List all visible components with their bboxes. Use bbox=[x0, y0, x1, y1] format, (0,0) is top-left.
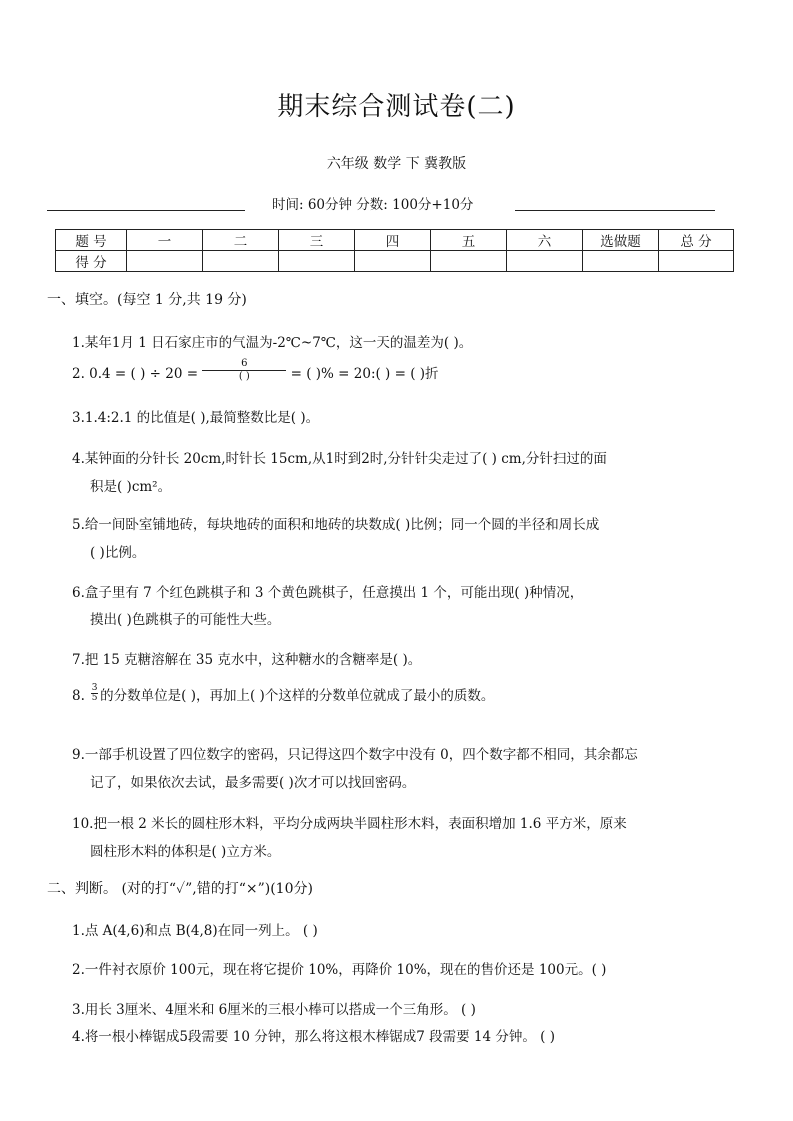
question-1-3: 3.1.4:2.1 的比值是( ),最简整数比是( )。 bbox=[72, 410, 320, 426]
question-1-6b: 摸出( )色跳棋子的可能性大些。 bbox=[90, 612, 281, 628]
question-1-2 bbox=[72, 358, 439, 387]
score-cell[interactable] bbox=[659, 251, 734, 272]
question-1-9b: 记了，如果依次去试，最多需要( )次才可以找回密码。 bbox=[90, 775, 416, 791]
header-cell: 五 bbox=[431, 230, 507, 251]
section2-heading: 二、判断。 (对的打“✓”,错的打“×”)(10分) bbox=[47, 881, 313, 897]
q2-suffix: = ( )% = 20:( ) = ( )折 bbox=[286, 366, 439, 382]
question-1-1: 1.某年1月 1 日石家庄市的气温为-2℃~7℃，这一天的温差为( )。 bbox=[72, 335, 473, 351]
class-blank-line bbox=[515, 210, 715, 211]
page-title: 期末综合测试卷(二) bbox=[277, 92, 516, 122]
question-2-3: 3.用长 3厘米、4厘米和 6厘米的三根小棒可以搭成一个三角形。 ( ) bbox=[72, 1002, 476, 1018]
question-1-8 bbox=[72, 684, 494, 706]
q8-numerator: 3 bbox=[91, 683, 98, 693]
question-1-7: 7.把 15 克糖溶解在 35 克水中，这种糖水的含糖率是( )。 bbox=[72, 652, 422, 668]
score-cell[interactable] bbox=[279, 251, 355, 272]
exam-info-line bbox=[47, 193, 715, 213]
score-cell[interactable] bbox=[507, 251, 583, 272]
header-cell: 选做题 bbox=[583, 230, 659, 251]
q2-prefix: 2. 0.4 = ( ) ÷ 20 = bbox=[72, 366, 203, 382]
score-cell[interactable] bbox=[203, 251, 279, 272]
score-table bbox=[55, 229, 734, 272]
score-cell[interactable] bbox=[355, 251, 431, 272]
page-subtitle: 六年级 数学 下 冀教版 bbox=[326, 156, 467, 172]
question-1-5b: ( )比例。 bbox=[90, 545, 146, 561]
question-1-4a: 4.某钟面的分针长 20cm,时针长 15cm,从1时到2时,分针针尖走过了( ) cm,分针扫过的面 bbox=[72, 451, 607, 467]
q8-suffix: 的分数单位是( )，再加上( )个这样的分数单位就成了最小的质数。 bbox=[100, 688, 495, 704]
row-label-cell: 得 分 bbox=[56, 251, 127, 272]
question-1-6a: 6.盒子里有 7 个红色跳棋子和 3 个黄色跳棋子，任意摸出 1 个，可能出现( )种情况， bbox=[72, 585, 584, 601]
header-cell: 二 bbox=[203, 230, 279, 251]
question-1-5a: 5.给一间卧室铺地砖，每块地砖的面积和地砖的块数成( )比例；同一个圆的半径和周长成 bbox=[72, 517, 600, 533]
exam-info: 时间: 60分钟 分数: 100分+10分 bbox=[272, 197, 474, 213]
header-cell: 总 分 bbox=[659, 230, 734, 251]
question-2-1: 1.点 A(4,6)和点 B(4,8)在同一列上。 ( ) bbox=[72, 923, 318, 939]
header-cell: 三 bbox=[279, 230, 355, 251]
question-1-10b: 圆柱形木料的体积是( )立方米。 bbox=[90, 844, 281, 860]
name-blank-line bbox=[47, 210, 245, 211]
header-cell: 四 bbox=[355, 230, 431, 251]
score-cell[interactable] bbox=[127, 251, 203, 272]
score-cell[interactable] bbox=[583, 251, 659, 272]
score-table-score-row bbox=[56, 251, 734, 272]
question-2-2: 2.一件衬衣原价 100元，现在将它提价 10%，再降价 10%，现在的售价还是 100元。( ) bbox=[72, 962, 607, 978]
header-cell: 六 bbox=[507, 230, 583, 251]
question-1-9a: 9.一部手机设置了四位数字的密码，只记得这四个数字中没有 0，四个数字都不相同，其余都忘 bbox=[72, 747, 638, 763]
score-table-header-row bbox=[56, 230, 734, 251]
q8-prefix: 8. bbox=[72, 688, 90, 704]
question-1-4b: 积是( )cm²。 bbox=[90, 479, 172, 495]
q2-fraction-numerator: 6 bbox=[241, 358, 248, 369]
section1-heading: 一、填空。(每空 1 分,共 19 分) bbox=[47, 292, 247, 308]
question-1-10a: 10.把一根 2 米长的圆柱形木料，平均分成两块半圆柱形木料，表面积增加 1.6 平方米，原来 bbox=[72, 816, 627, 832]
q2-fraction bbox=[202, 358, 286, 383]
score-cell[interactable] bbox=[431, 251, 507, 272]
q8-fraction bbox=[91, 684, 98, 703]
q8-denominator: 5 bbox=[91, 693, 98, 703]
q2-fraction-denominator: ( ) bbox=[238, 371, 250, 382]
question-2-4: 4.将一根小棒锯成5段需要 10 分钟，那么将这根木棒锯成7 段需要 14 分钟。 ( ) bbox=[72, 1029, 555, 1045]
header-cell: 一 bbox=[127, 230, 203, 251]
header-cell: 题 号 bbox=[56, 230, 127, 251]
